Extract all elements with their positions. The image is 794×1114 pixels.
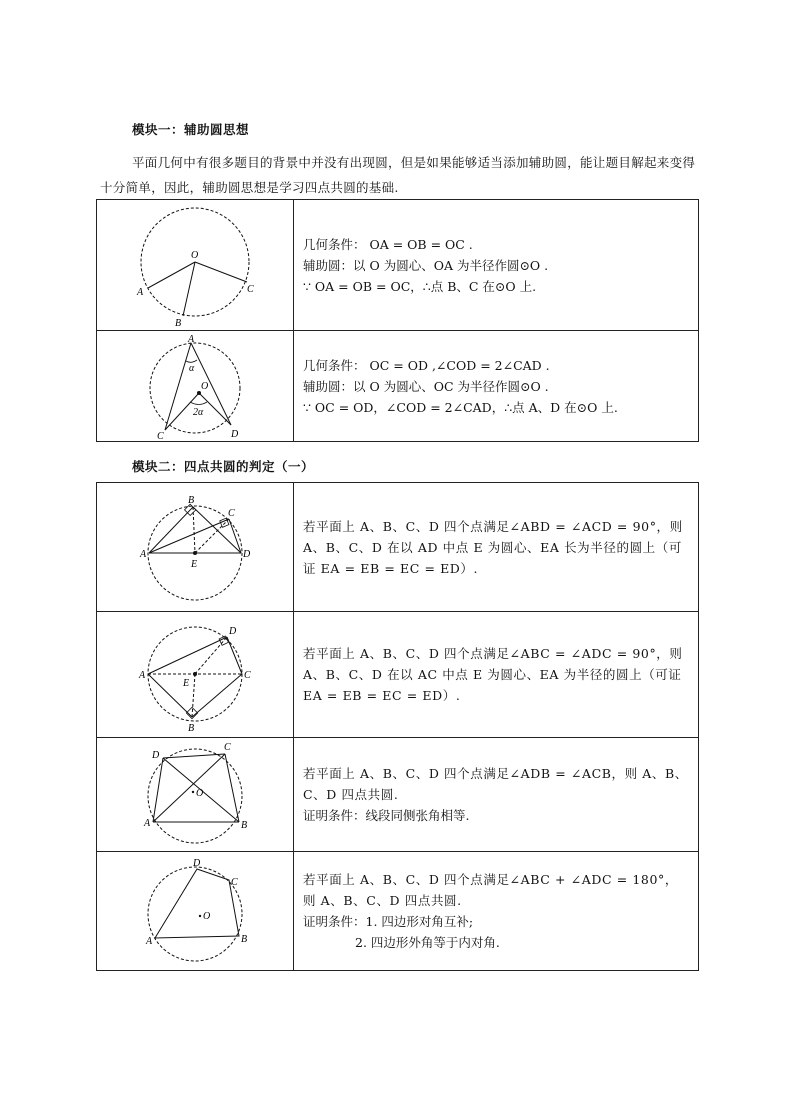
statement-text: 若平面上 A、B、C、D 四个点满足∠ABD = ∠ACD = 90°，则 A、B、C、D 在以 AD 中点 E 为圆心、EA 长为半径的圆上（可证 EA = EB = EC = ED）. — [303, 518, 683, 576]
statement-text: 若平面上 A、B、C、D 四个点满足∠ABC + ∠ADC = 180°，则 A、B、C、D 四点共圆. — [303, 872, 678, 908]
label-a: A — [146, 936, 153, 947]
label-a: A — [140, 549, 147, 560]
label-e: E — [183, 678, 190, 689]
figure-equal-radii — [97, 200, 293, 330]
label-d: D — [229, 626, 237, 637]
module2-row-1 — [97, 483, 699, 612]
proof-condition-1: 证明条件：1. 四边形对角互补; — [303, 914, 474, 929]
text-2-cell — [294, 331, 699, 442]
figure-central-angle — [97, 331, 293, 441]
label-d: D — [243, 549, 251, 560]
label-b: B — [241, 820, 248, 831]
label-o: O — [201, 381, 209, 392]
statement-text: 若平面上 A、B、C、D 四个点满足∠ABC = ∠ADC = 90°，则 A、B、C、D 在以 AC 中点 E 为圆心、EA 为半径的圆上（可证 EA = EB = EC = ED）. — [303, 646, 683, 703]
figure-1-cell — [97, 200, 294, 331]
label-a: A — [144, 818, 151, 829]
label-d: D — [231, 429, 239, 440]
conclusion-line: ∵ OC = OD，∠COD = 2∠CAD，∴点 A、D 在⊙O 上. — [303, 399, 618, 415]
condition-line: 几何条件： OC = OD ,∠COD = 2∠CAD . — [303, 357, 550, 373]
label-c: C — [247, 284, 254, 295]
conclusion-line: ∵ OA = OB = OC，∴点 B、C 在⊙O 上. — [303, 278, 537, 294]
module2-row-4 — [97, 852, 699, 971]
figure-4-cell — [97, 612, 294, 738]
figure-6-cell — [97, 852, 294, 971]
text-3-cell — [294, 483, 699, 612]
figure-3-cell — [97, 483, 294, 612]
label-b: B — [175, 318, 182, 329]
figure-right-angles-opposite-side — [97, 612, 293, 737]
proof-condition: 证明条件：线段同侧张角相等. — [303, 808, 470, 823]
label-a: A — [137, 287, 144, 298]
label-two-alpha: 2α — [193, 407, 204, 418]
module2-table — [96, 482, 699, 971]
label-c: C — [224, 742, 231, 753]
label-b: B — [188, 723, 195, 734]
proof-condition-2: 2. 四边形外角等于内对角. — [355, 935, 500, 950]
text-1-cell — [294, 200, 699, 331]
figure-5-cell — [97, 738, 294, 852]
label-c: C — [157, 431, 164, 441]
condition-line: 几何条件： OA = OB = OC . — [303, 236, 473, 252]
figure-supplementary-angles — [97, 852, 293, 970]
module2-row-2 — [97, 612, 699, 738]
aux-circle-line: 辅助圆：以 O 为圆心、OC 为半径作圆⊙O . — [303, 378, 549, 394]
figure-right-angles-same-side — [97, 483, 293, 611]
statement-text: 若平面上 A、B、C、D 四个点满足∠ADB = ∠ACB，则 A、B、C、D 四点共圆. — [303, 766, 688, 802]
label-o: O — [191, 250, 199, 261]
label-c: C — [244, 670, 251, 681]
text-4-cell — [294, 612, 699, 738]
module1-title: 模块一：辅助圆思想 — [132, 122, 250, 137]
module1-intro: 平面几何中有很多题目的背景中并没有出现圆，但是如果能够适当添加辅助圆，能让题目解起来变得十分简单，因此，辅助圆思想是学习四点共圆的基础. — [100, 155, 696, 195]
label-c: C — [228, 508, 235, 519]
module1-row-1 — [97, 200, 699, 331]
label-alpha: α — [189, 363, 195, 374]
label-d: D — [152, 750, 160, 761]
label-c: C — [231, 877, 238, 888]
label-o: O — [196, 788, 204, 799]
module2-row-3 — [97, 738, 699, 852]
module1-table — [96, 199, 699, 442]
label-b: B — [188, 495, 195, 506]
label-o: O — [203, 911, 211, 922]
label-a: A — [188, 334, 195, 345]
label-b: B — [241, 934, 248, 945]
label-e: E — [191, 559, 198, 570]
figure-equal-subtended-angles — [97, 738, 293, 851]
module1-row-2 — [97, 331, 699, 442]
label-a: A — [139, 670, 146, 681]
text-5-cell — [294, 738, 699, 852]
text-6-cell — [294, 852, 699, 971]
module2-title: 模块二：四点共圆的判定（一） — [132, 459, 315, 474]
label-d: D — [193, 858, 201, 869]
aux-circle-line: 辅助圆：以 O 为圆心、OA 为半径作圆⊙O . — [303, 257, 549, 273]
figure-2-cell — [97, 331, 294, 442]
